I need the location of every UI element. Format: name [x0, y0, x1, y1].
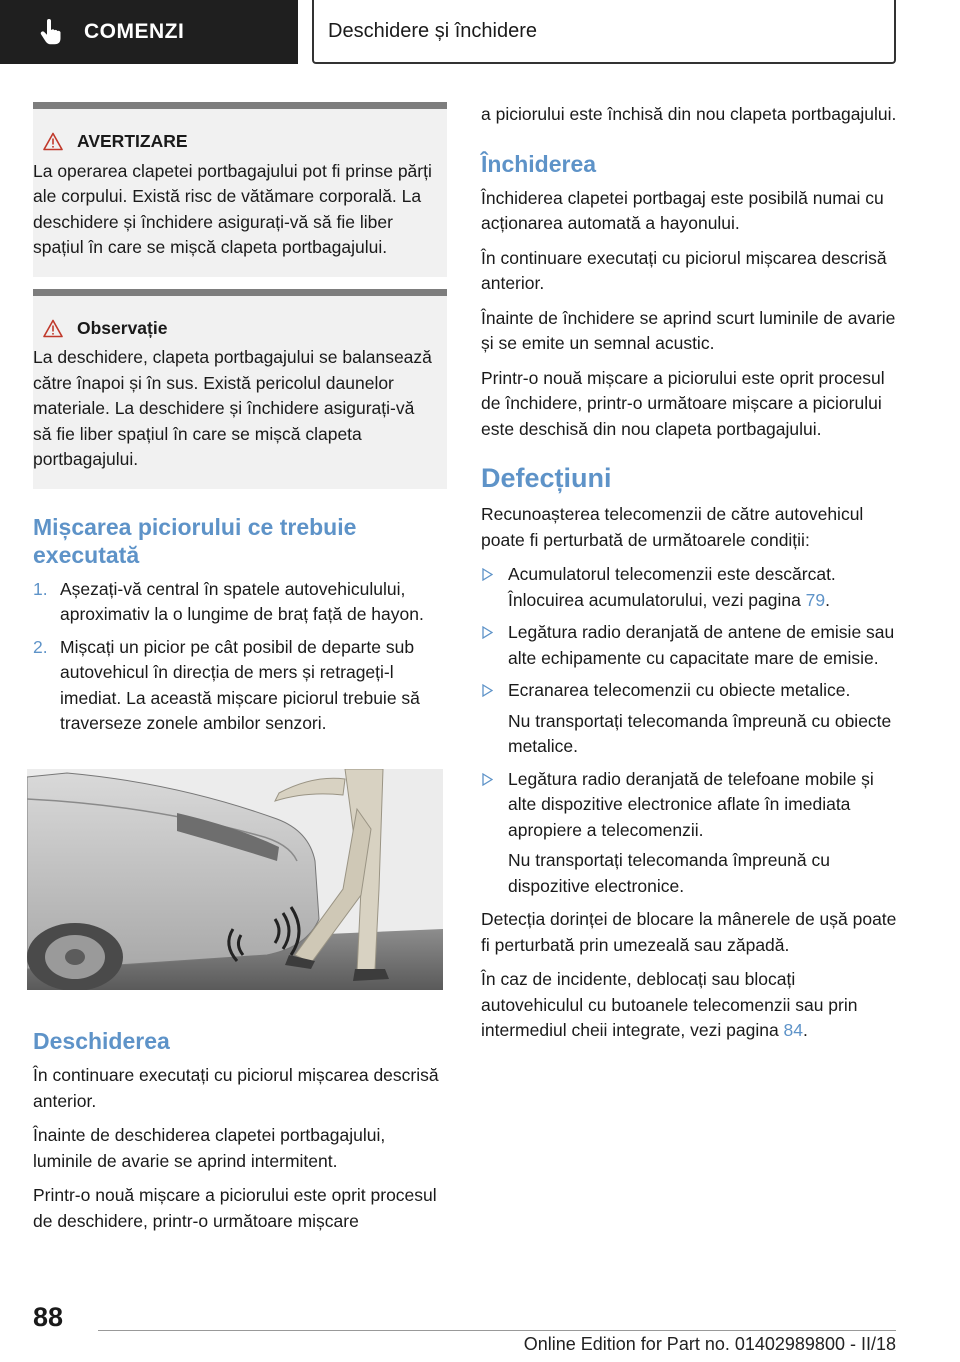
closing-heading: Închiderea [481, 150, 597, 177]
section-name: COMENZI [84, 20, 185, 43]
step-item [33, 635, 447, 737]
step-number: 2. [33, 636, 48, 657]
closing-paragraph: Înainte de închidere se aprind scurt luminile de avarie și se emite un semnal acustic. [481, 307, 896, 353]
right-column [481, 102, 897, 1053]
closing-paragraph: Închiderea clapetei portbagaj este posibilă numai cu acționarea automată a hayonului. [481, 187, 884, 233]
page-link[interactable]: 79 [805, 589, 826, 610]
page-number: 88 [33, 1302, 64, 1332]
fault-subtext: Nu transportați telecomanda împreună cu dispozitive electronice. [508, 850, 830, 896]
fault-text: Acumulatorul telecomenzii este descărcat. Înlocuirea acumulatorului, vezi pagina [508, 564, 836, 610]
chapter-title: Deschidere și închidere [328, 19, 537, 42]
step-number: 1. [33, 578, 48, 599]
warning-text: La operarea clapetei portbagajului pot fi prinse părți ale corpului. Există risc de vătămare corporală. La deschidere și închidere asigurați-vă să fie liber spațiul în care se mișcă clapeta portbagajului. [33, 160, 432, 257]
footer-divider [98, 1330, 896, 1331]
chapter-header [312, 0, 896, 64]
continuation-paragraph: a piciorului este închisă din nou clapeta portbagajului. [481, 104, 897, 124]
fault-item [481, 562, 897, 613]
faults-heading: Defecțiuni [481, 463, 612, 493]
faults-text: În caz de incidente, deblocați sau blocați autovehiculul cu butoanele telecomenzii sau prin intermediul cheii integrate, vezi pagina [481, 969, 858, 1040]
faults-paragraph [481, 967, 897, 1044]
faults-list [481, 562, 897, 899]
fault-text: Legătura radio deranjată de telefoane mobile și alte dispozitive electronice aflate în imediata apropiere a telecomenzii. [508, 768, 874, 840]
movement-heading: Mișcarea piciorului ce trebuie executată [33, 513, 357, 568]
step-text: Mișcați un picior pe cât posibil de departe sub autovehicul în direcția de mers și retrageți-l imediat. La această mișcare piciorul trebuie să traverseze zonele ambilor senzori. [60, 636, 420, 733]
movement-steps [33, 577, 447, 737]
faults-paragraph: Detecția dorinței de blocare la mânerele de ușă poate fi perturbată prin umezeală sau zăpadă. [481, 909, 897, 955]
punctuation: . [803, 1020, 808, 1040]
step-item [33, 577, 447, 628]
hand-pointer-icon [40, 19, 62, 45]
fault-item [481, 678, 897, 760]
left-column [33, 102, 447, 1243]
bullet-triangle-icon [482, 626, 493, 639]
opening-paragraph: În continuare executați cu piciorul mișcarea descrisă anterior. [33, 1065, 439, 1111]
section-tab [0, 0, 298, 64]
opening-paragraph: Înainte de deschiderea clapetei portbagajului, luminile de avarie se aprind intermitent. [33, 1125, 386, 1171]
punctuation: . [825, 589, 831, 610]
warning-title: AVERTIZARE [77, 131, 188, 151]
foot-gesture-illustration [27, 769, 443, 990]
note-box [33, 289, 447, 489]
opening-heading: Deschiderea [33, 1028, 170, 1054]
fault-text: Legătura radio deranjată de antene de emisie sau alte echipamente cu capacitate mare de emisie. [508, 622, 895, 668]
warning-triangle-icon [43, 132, 63, 151]
closing-paragraph: Printr-o nouă mișcare a piciorului este oprit procesul de închidere, printr-o următoare mișcare a piciorului este deschisă din nou clapeta portbagajului. [481, 367, 885, 439]
bullet-triangle-icon [482, 568, 493, 581]
closing-paragraph: În continuare executați cu piciorul mișcarea descrisă anterior. [481, 247, 887, 293]
bullet-triangle-icon [482, 684, 493, 697]
edition-note: Online Edition for Part no. 01402989800 - II/18 [523, 1334, 896, 1354]
note-title: Observație [77, 317, 168, 338]
fault-text: Ecranarea telecomenzii cu obiecte metalice. [508, 680, 851, 700]
step-text: Așezați-vă central în spatele autovehiculului, aproximativ la o lungime de braț față de hayon. [60, 578, 424, 624]
fault-subtext: Nu transportați telecomanda împreună cu obiecte metalice. [508, 710, 892, 756]
fault-item [481, 767, 897, 900]
warning-box [33, 102, 447, 277]
faults-intro: Recunoașterea telecomenzii de către autovehicul poate fi perturbată de următoarele condiții: [481, 504, 864, 550]
note-text: La deschidere, clapeta portbagajului se balansează către înapoi și în sus. Există pericolul daunelor materiale. La deschidere și închidere asigurați-vă să fie liber spațiul în care se mișcă clapeta portbagajului. [33, 347, 432, 469]
caution-triangle-icon [43, 319, 63, 338]
opening-paragraph: Printr-o nouă mișcare a piciorului este oprit procesul de deschidere, printr-o următoare mișcare [33, 1185, 437, 1231]
page-link[interactable]: 84 [783, 1020, 804, 1040]
fault-item [481, 620, 897, 671]
bullet-triangle-icon [482, 773, 493, 786]
